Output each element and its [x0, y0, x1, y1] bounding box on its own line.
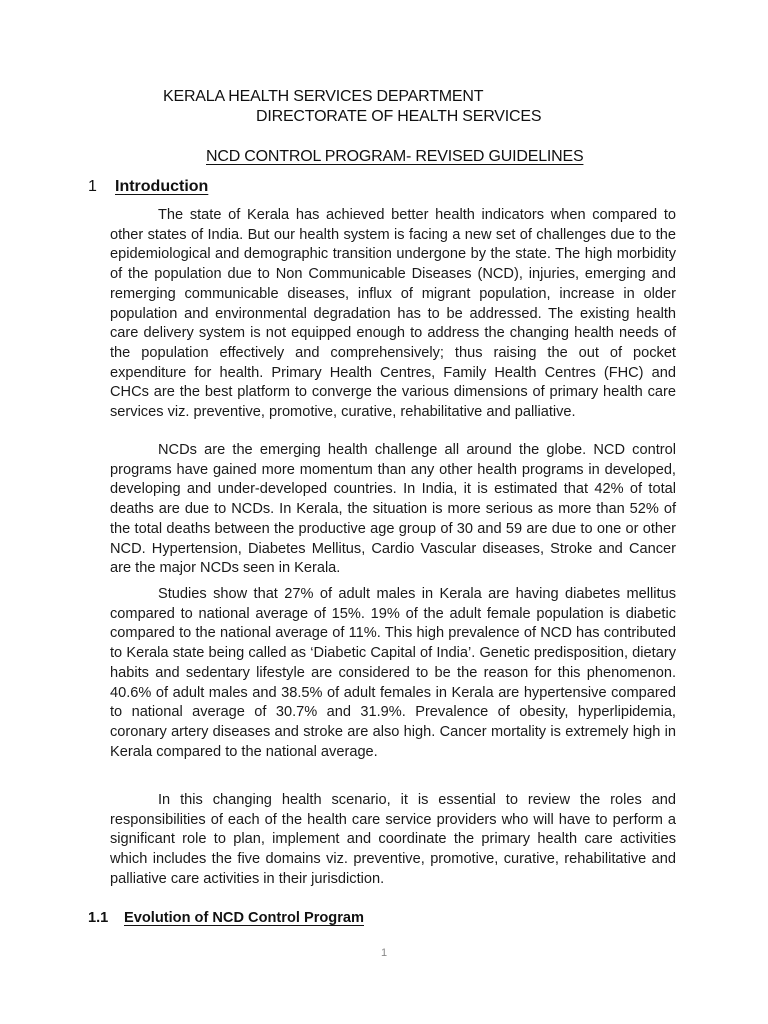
directorate-heading: DIRECTORATE OF HEALTH SERVICES	[256, 108, 542, 125]
paragraph	[110, 585, 676, 762]
department-heading: KERALA HEALTH SERVICES DEPARTMENT	[163, 88, 484, 105]
paragraph-text: Studies show that 27% of adult males in Kerala are having diabetes mellitus compared to national average of 15%. 19% of the adult female population is diabetic compared to the national average of 11%. This high prevalence of NCD has contributed to Kerala state being called as ‘Diabetic Capital of India’. Genetic predisposition, dietary habits and sedentary lifestyle are considered to be the reason for this phenomenon. 40.6% of adult males and 38.5% of adult females in Kerala are hypertensive compared to national average of 30.7% and 31.9%. Prevalence of obesity, hyperlipidemia, coronary artery diseases and stroke are also high. Cancer mortality is extremely high in Kerala compared to the national average.	[110, 586, 676, 760]
paragraph	[110, 441, 676, 579]
subsection-heading-evolution	[88, 910, 364, 926]
section-title: Introduction	[115, 178, 209, 195]
document-title: NCD CONTROL PROGRAM- REVISED GUIDELINES	[206, 148, 584, 165]
paragraph-text: NCDs are the emerging health challenge all around the globe. NCD control programs have gained more momentum than any other health programs in developed, developing and under-developed countries. In India, it is estimated that 42% of total deaths are due to NCDs. In Kerala, the situation is more serious as more than 52% of the total deaths between the productive age group of 30 and 59 are due to one or other NCD. Hypertension, Diabetes Mellitus, Cardio Vascular diseases, Stroke and Cancer are the major NCDs seen in Kerala.	[110, 442, 676, 577]
paragraph-text: In this changing health scenario, it is essential to review the roles and responsibilities of each of the health care service providers who will have to perform a significant role to plan, implement and coordinate the primary health care activities which includes the five domains viz. preventive, promotive, curative, rehabilitative and palliative care activities in their jurisdiction.	[110, 792, 676, 887]
paragraph-text: The state of Kerala has achieved better health indicators when compared to other states of India. But our health system is facing a new set of challenges due to the epidemiological and demographic transition undergone by the state. The high morbidity of the population due to Non Communicable Diseases (NCD), injuries, emerging and remerging communicable diseases, influx of migrant population, increase in older population and environmental degradation has to be addressed. The existing health care delivery system is not equipped enough to address the changing health needs of the population effectively and comprehensively; thus raising the out of pocket expenditure for health. Primary Health Centres, Family Health Centres (FHC) and CHCs are the best platform to converge the various dimensions of primary health care services viz. preventive, promotive, curative, rehabilitative and palliative.	[110, 207, 676, 421]
section-number: 1	[88, 178, 97, 195]
page-number: 1	[380, 947, 388, 959]
paragraph	[110, 206, 676, 423]
subsection-title: Evolution of NCD Control Program	[124, 910, 364, 926]
subsection-number: 1.1	[88, 910, 109, 926]
paragraph	[110, 791, 676, 890]
section-heading-introduction	[88, 178, 208, 196]
